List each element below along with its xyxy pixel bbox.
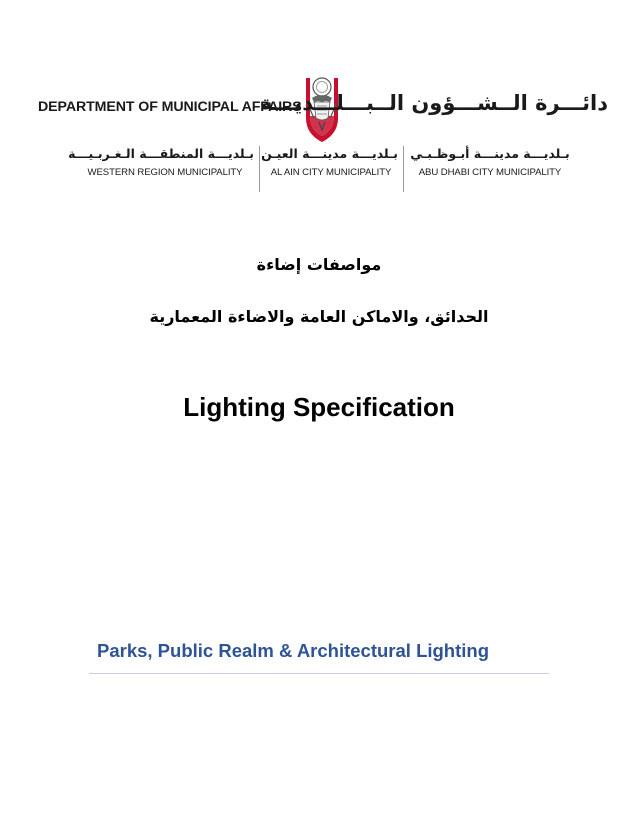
abu-dhabi-name-ar: بـلديـــة مدينـــة أبـوظـبـي xyxy=(410,146,570,161)
divider xyxy=(403,146,404,192)
document-scope-title: Parks, Public Realm & Architectural Lighting xyxy=(97,640,490,661)
department-name-en: DEPARTMENT OF MUNICIPAL AFFAIRS xyxy=(38,99,302,115)
western-region-name-en: WESTERN REGION MUNICIPALITY xyxy=(87,167,243,178)
western-region-name-ar: بـلديـــة المنطقـــة الـغـربـيـــة xyxy=(68,146,254,161)
document-subtitle-ar: الحدائق، والاماكن العامة والاضاءة المعمارية xyxy=(149,307,489,326)
al-ain-name-en: AL AIN CITY MUNICIPALITY xyxy=(270,167,392,178)
footer-rule xyxy=(89,673,549,674)
al-ain-municipality xyxy=(261,146,398,178)
document-title-ar: مواصفات إضاءة xyxy=(256,255,382,274)
document-title-en: Lighting Specification xyxy=(183,392,455,422)
abu-dhabi-name-en: ABU DHABI CITY MUNICIPALITY xyxy=(418,167,562,178)
department-name-ar: دائـــرة الــشـــؤون الــبـــلـــديـــة xyxy=(260,91,608,115)
divider xyxy=(259,146,260,192)
abu-dhabi-municipality xyxy=(410,146,570,178)
western-region-municipality xyxy=(68,146,254,178)
al-ain-name-ar: بـلديـــة مدينـــة العيـن xyxy=(261,146,398,161)
